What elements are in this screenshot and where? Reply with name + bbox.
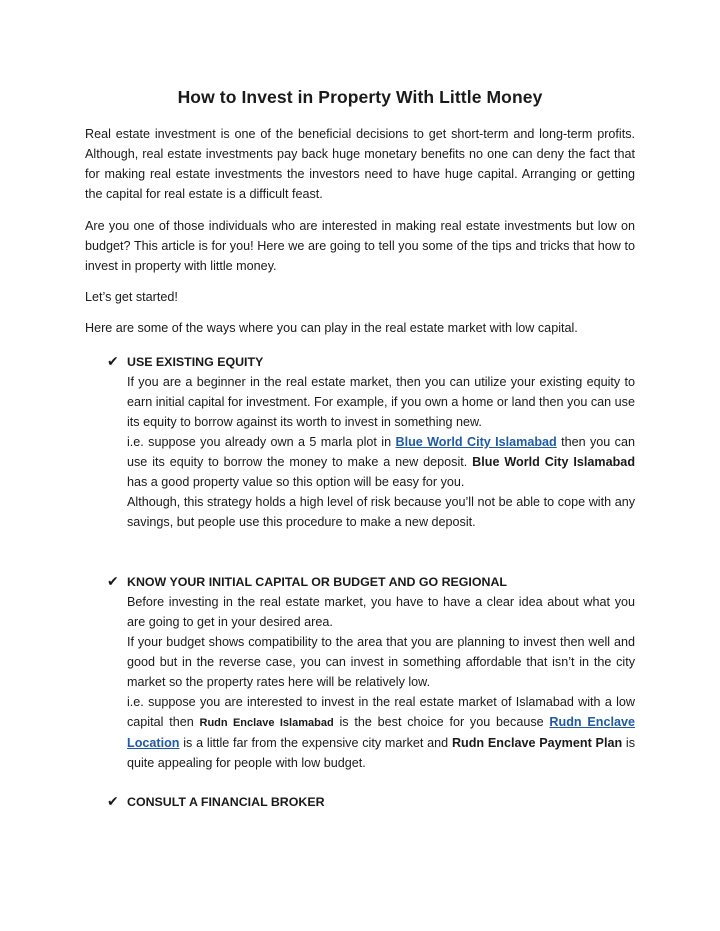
section-heading-consult-broker	[107, 792, 647, 811]
section-heading-text: KNOW YOUR INITIAL CAPITAL OR BUDGET AND GO REGIONAL	[127, 575, 507, 589]
page-title: How to Invest in Property With Little Money	[177, 87, 543, 107]
section-paragraph: If your budget shows compatibility to the area that you are planning to invest then well and good but in the reverse case, you can invest in something affordable that isn’t in the city market so the property rates here will be relatively low.	[127, 635, 635, 689]
section-paragraph: If you are a beginner in the real estate market, then you can utilize your existing equity to earn initial capital for investment. For example, if you own a home or land then you can use its equity to borrow against its worth to invest in something new.	[127, 375, 635, 429]
text-run: is the best choice for you because	[333, 715, 550, 729]
text-run: i.e. suppose you already own a 5 marla plot in	[127, 435, 396, 449]
bold-text: Rudn Enclave Payment Plan	[451, 736, 623, 750]
checkmark-icon: ✔	[107, 793, 119, 809]
bold-text: Rudn Enclave Islamabad	[199, 717, 334, 729]
section-heading-use-existing-equity	[107, 352, 647, 371]
section-heading-know-your-capital	[107, 572, 647, 591]
intro-paragraph-3: Let’s get started!	[85, 290, 178, 304]
section-paragraph: Before investing in the real estate market, you have to have a clear idea about what you are going to get in your desired area.	[127, 595, 635, 629]
text-run: is a little far from the expensive city market and	[179, 736, 452, 750]
text-run: is quite appealing for people with low budget.	[127, 736, 636, 770]
section-heading-text: USE EXISTING EQUITY	[127, 355, 264, 369]
section-paragraph	[127, 432, 635, 492]
text-run: i.e. suppose you are interested to invest in the real estate market of Islamabad with a low capital then	[127, 695, 635, 729]
intro-paragraph-1: Real estate investment is one of the beneficial decisions to get short-term and long-term profits. Although, real estate investments pay back huge monetary benefits no one can deny the fact that for making real estate investments the investors need to have huge capital. Arranging or getting the capital for real estate is a difficult feast.	[85, 127, 635, 201]
text-run: has a good property value so this option will be easy for you.	[127, 475, 465, 489]
bold-text: Blue World City Islamabad	[472, 455, 636, 469]
section-body-know-your-capital	[127, 592, 635, 773]
section-body-use-existing-equity	[127, 372, 635, 532]
section-paragraph: Although, this strategy holds a high level of risk because you’ll not be able to cope with any savings, but people use this procedure to make a new deposit.	[127, 495, 635, 529]
intro-paragraph-2: Are you one of those individuals who are interested in making real estate investments but low on budget? This article is for you! Here we are going to tell you some of the tips and tricks that how to invest in property with little money.	[85, 219, 635, 273]
checkmark-icon: ✔	[107, 353, 119, 369]
checkmark-icon: ✔	[107, 573, 119, 589]
section-heading-text: CONSULT A FINANCIAL BROKER	[127, 795, 325, 809]
blue-world-city-link[interactable]: Blue World City Islamabad	[395, 435, 557, 449]
section-paragraph	[127, 692, 635, 773]
intro-paragraph-4: Here are some of the ways where you can play in the real estate market with low capital.	[85, 321, 578, 335]
text-run: then you can use its equity to borrow the money to make a new deposit.	[127, 435, 635, 469]
rudn-enclave-location-link[interactable]: Rudn Enclave Location	[127, 715, 635, 750]
